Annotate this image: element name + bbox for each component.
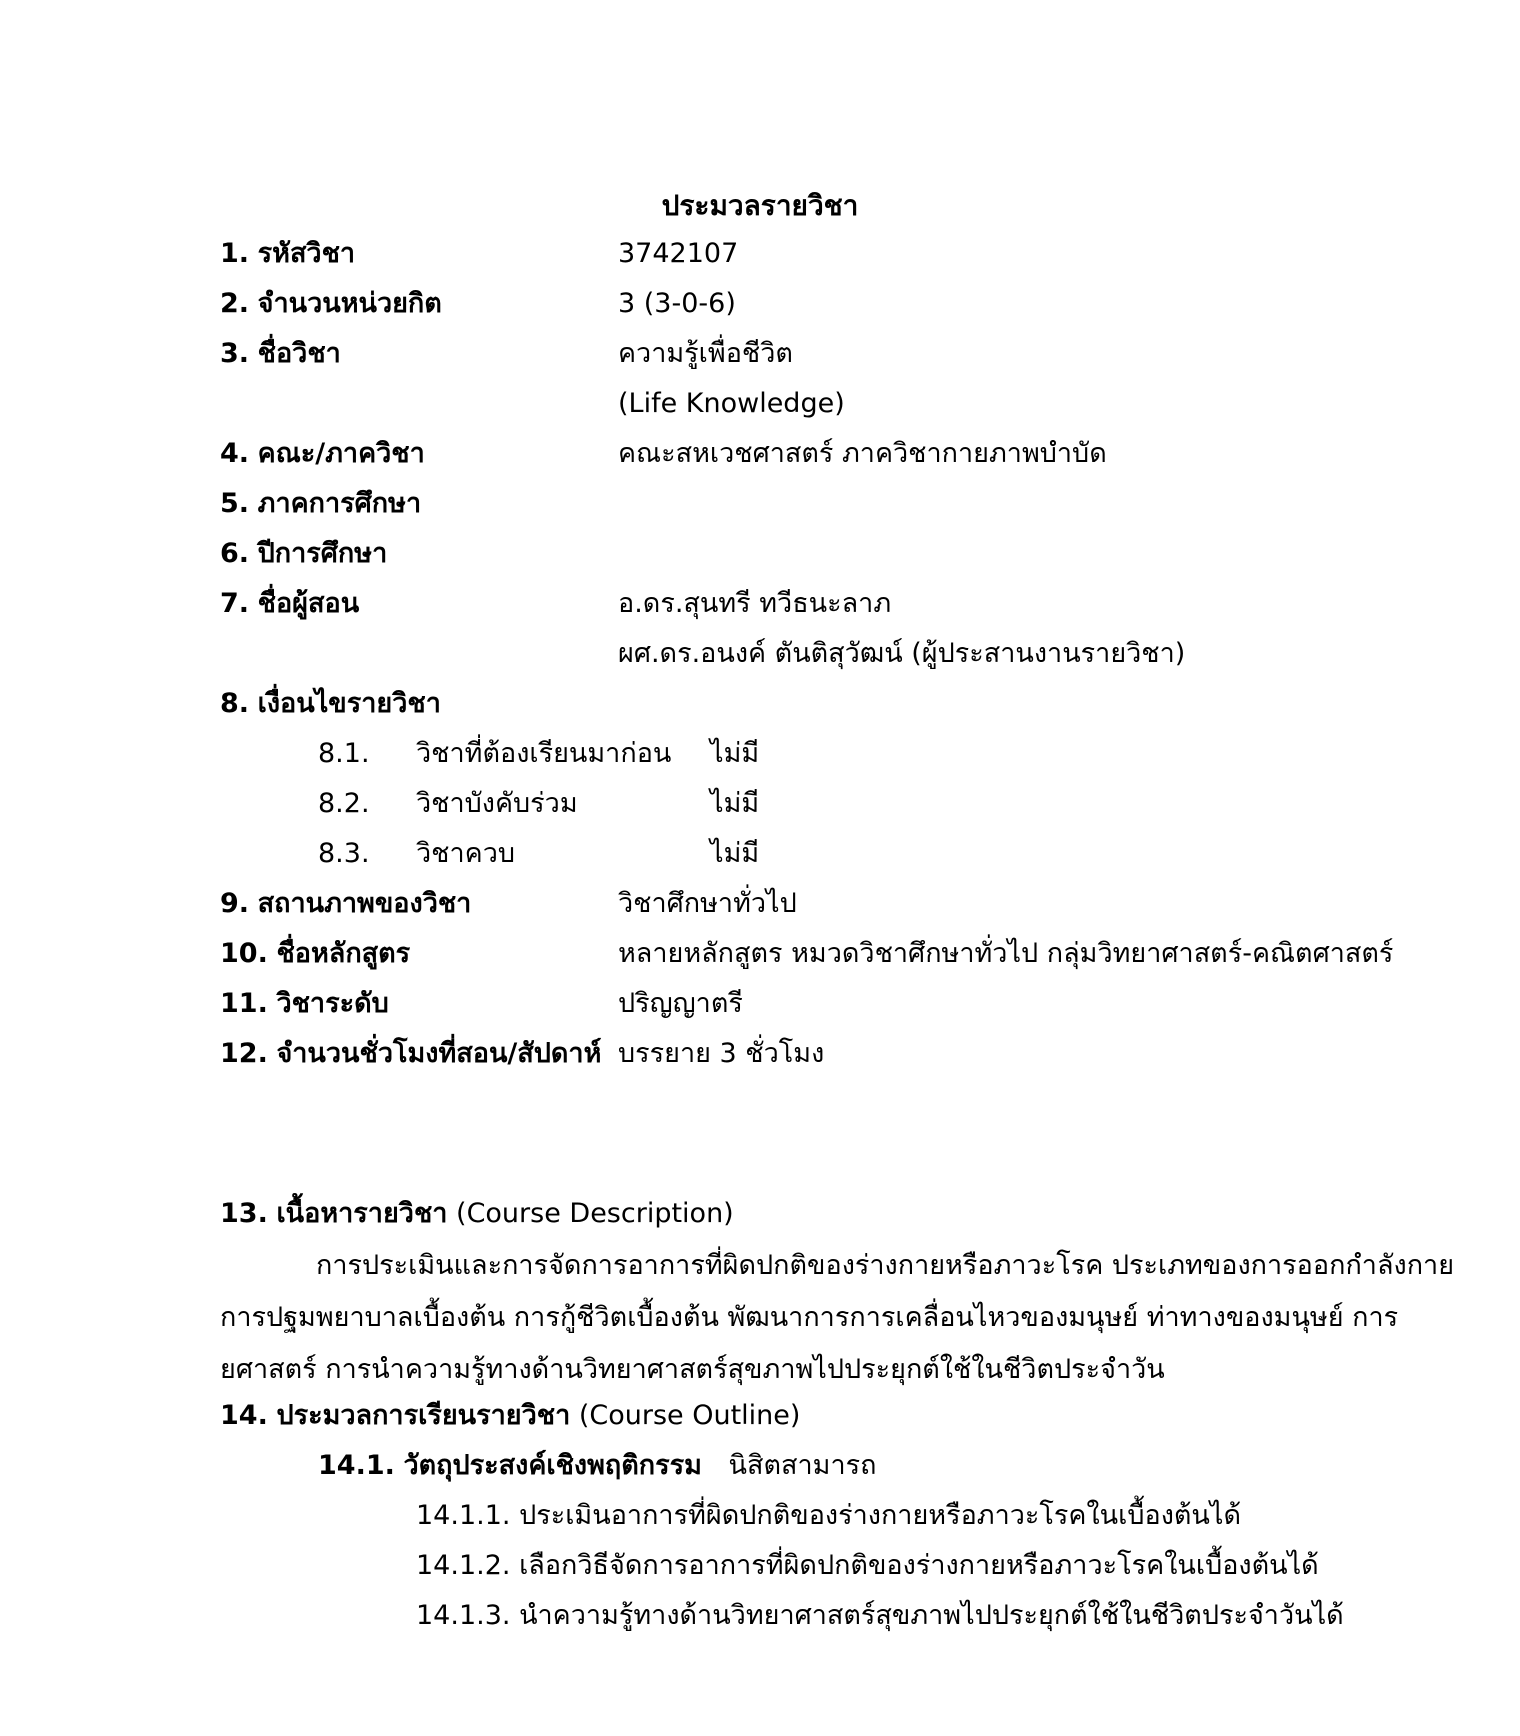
objective-text: เลือกวิธีจัดการอาการที่ผิดปกติของร่างกายหรือภาวะโรคในเบื้องต้นได้ [519, 1550, 1319, 1581]
subsection-value: นิสิตสามารถ [728, 1450, 877, 1481]
item-label: สถานภาพของวิชา [257, 888, 472, 919]
objective-text: นำความรู้ทางด้านวิทยาศาสตร์สุขภาพไปประยุกต์ใช้ในชีวิตประจำวันได้ [519, 1600, 1344, 1631]
section-course-description [220, 1194, 734, 1234]
item-value: ความรู้เพื่อชีวิต [618, 338, 793, 369]
item-number: 9. [220, 888, 250, 919]
objective-item [416, 1496, 1241, 1536]
section-course-outline [220, 1396, 800, 1436]
item-hours [220, 1034, 601, 1074]
item-level [220, 984, 389, 1024]
item-number: 2. [220, 288, 250, 319]
item-academic-year [220, 534, 387, 574]
objective-item [416, 1546, 1319, 1586]
item-number: 3. [220, 338, 250, 369]
condition-label: วิชาบังคับร่วม [416, 788, 578, 819]
item-value: คณะสหเวชศาสตร์ ภาควิชากายภาพบำบัด [618, 438, 1107, 469]
objective-text: ประเมินอาการที่ผิดปกติของร่างกายหรือภาวะโรคในเบื้องต้นได้ [519, 1500, 1241, 1531]
subsection-label: วัตถุประสงค์เชิงพฤติกรรม [403, 1450, 702, 1481]
item-value: 3742107 [618, 238, 739, 269]
objective-number: 14.1.3. [416, 1600, 511, 1631]
objective-number: 14.1.2. [416, 1550, 511, 1581]
subsection-number: 14.1. [318, 1450, 395, 1481]
item-label: ชื่อวิชา [257, 338, 341, 369]
section-label: ประมวลการเรียนรายวิชา [276, 1400, 571, 1431]
objective-number: 14.1.1. [416, 1500, 511, 1531]
course-description-body [220, 1240, 1460, 1396]
item-label: จำนวนชั่วโมงที่สอน/สัปดาห์ [276, 1038, 602, 1069]
instructor-1: อ.ดร.สุนทรี ทวีธนะลาภ [618, 588, 892, 619]
objective-item [416, 1596, 1344, 1636]
condition-value: ไม่มี [710, 738, 760, 769]
condition-value: ไม่มี [710, 838, 760, 869]
item-semester [220, 484, 421, 524]
condition-number: 8.2. [318, 788, 370, 819]
condition-label: วิชาที่ต้องเรียนมาก่อน [416, 738, 672, 769]
item-number: 1. [220, 238, 250, 269]
item-number: 4. [220, 438, 250, 469]
course-description-text: การประเมินและการจัดการอาการที่ผิดปกติของร่างกายหรือภาวะโรค ประเภทของการออกกำลังกาย การปฐมพยาบาลเบื้องต้น การกู้ชีวิตเบื้องต้น พัฒนาการการเคลื่อนไหวของมนุษย์ ท่าทางของมนุษย์ การยศาสตร์ การนำความรู้ทางด้านวิทยาศาสตร์สุขภาพไปประยุกต์ใช้ในชีวิตประจำวัน [220, 1250, 1455, 1385]
item-value: ปริญญาตรี [618, 988, 743, 1019]
item-label: เงื่อนไขรายวิชา [257, 688, 441, 719]
condition-value: ไม่มี [710, 788, 760, 819]
item-number: 6. [220, 538, 250, 569]
condition-number: 8.1. [318, 738, 370, 769]
item-number: 7. [220, 588, 250, 619]
item-conditions [220, 684, 441, 724]
item-value: 3 (3-0-6) [618, 288, 736, 319]
item-number: 5. [220, 488, 250, 519]
item-number: 11. [220, 988, 268, 1019]
item-number: 12. [220, 1038, 268, 1069]
section-label-english: (Course Outline) [578, 1400, 801, 1431]
item-faculty [220, 434, 425, 474]
item-course-name [220, 334, 341, 374]
item-value: วิชาศึกษาทั่วไป [618, 888, 797, 919]
instructor-2: ผศ.ดร.อนงค์ ตันติสุวัฒน์ (ผู้ประสานงานรายวิชา) [618, 638, 1186, 669]
section-number: 14. [220, 1400, 268, 1431]
subsection-objectives [318, 1446, 876, 1486]
item-instructors [220, 584, 359, 624]
item-value-english: (Life Knowledge) [618, 388, 845, 419]
item-label: รหัสวิชา [257, 238, 356, 269]
condition-label: วิชาควบ [416, 838, 516, 869]
item-value: หลายหลักสูตร หมวดวิชาศึกษาทั่วไป กลุ่มวิทยาศาสตร์-คณิตศาสตร์ [618, 938, 1394, 969]
item-label: ชื่อหลักสูตร [276, 938, 411, 969]
item-label: คณะ/ภาควิชา [257, 438, 425, 469]
item-credits [220, 284, 442, 324]
item-number: 8. [220, 688, 250, 719]
section-label: เนื้อหารายวิชา [276, 1198, 448, 1229]
item-number: 10. [220, 938, 268, 969]
item-label: จำนวนหน่วยกิต [257, 288, 442, 319]
item-curriculum [220, 934, 410, 974]
item-course-status [220, 884, 471, 924]
document-title: ประมวลรายวิชา [661, 189, 859, 222]
item-label: ชื่อผู้สอน [257, 588, 360, 619]
section-label-english: (Course Description) [456, 1198, 734, 1229]
item-value: บรรยาย 3 ชั่วโมง [618, 1038, 825, 1069]
item-course-code [220, 234, 355, 274]
item-label: วิชาระดับ [276, 988, 389, 1019]
item-label: ปีการศึกษา [257, 538, 388, 569]
item-label: ภาคการศึกษา [257, 488, 422, 519]
section-number: 13. [220, 1198, 268, 1229]
condition-number: 8.3. [318, 838, 370, 869]
